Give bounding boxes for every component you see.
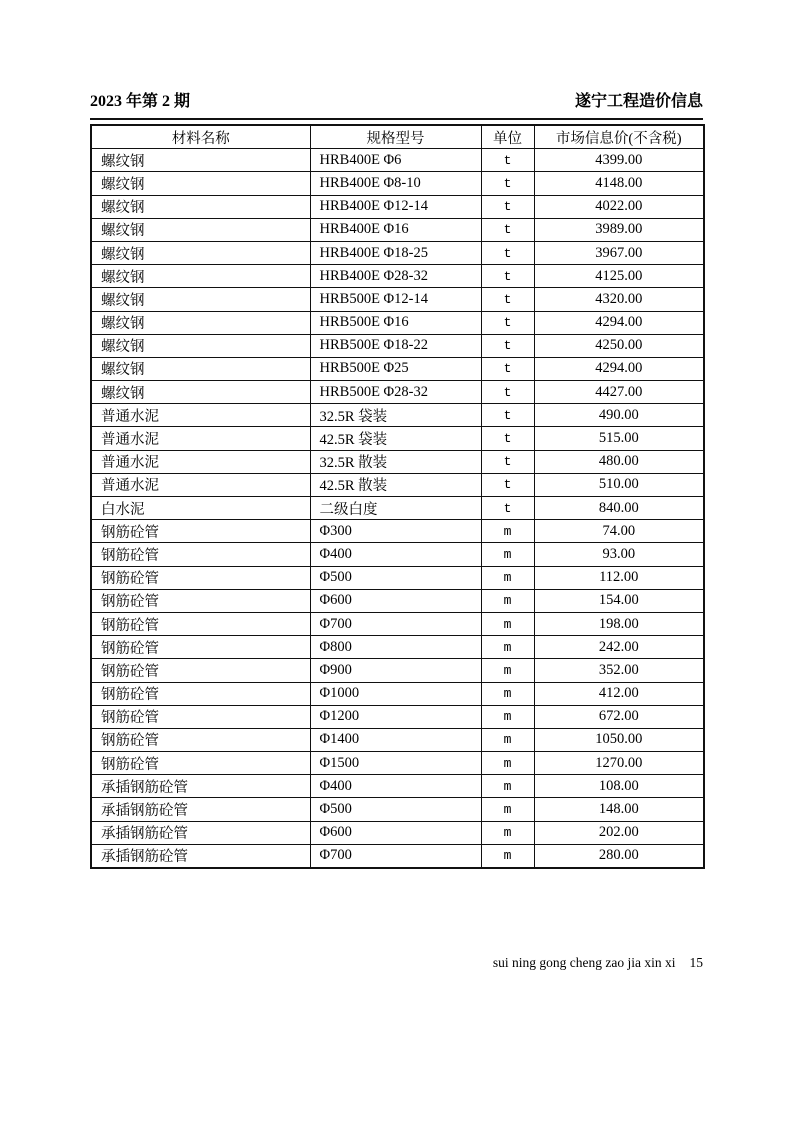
unit-cell: t [481, 218, 534, 241]
spec-cell: Φ400 [310, 775, 481, 798]
price-cell: 112.00 [534, 566, 704, 589]
price-cell: 148.00 [534, 798, 704, 821]
material-cell: 承插钢筋砼管 [91, 775, 310, 798]
price-cell: 198.00 [534, 612, 704, 635]
material-cell: 螺纹钢 [91, 218, 310, 241]
table-row [91, 404, 704, 427]
header-unit: 单位 [481, 125, 534, 149]
price-cell: 280.00 [534, 844, 704, 868]
unit-cell: t [481, 195, 534, 218]
unit-cell: m [481, 798, 534, 821]
unit-cell: m [481, 636, 534, 659]
table-body [91, 149, 704, 868]
price-cell: 93.00 [534, 543, 704, 566]
unit-cell: t [481, 149, 534, 172]
spec-cell: HRB400E Φ28-32 [310, 265, 481, 288]
table-row [91, 844, 704, 868]
table-row [91, 357, 704, 380]
unit-cell: t [481, 497, 534, 520]
issue-label: 2023 年第 2 期 [90, 93, 191, 110]
unit-cell: t [481, 241, 534, 264]
spec-cell: Φ1200 [310, 705, 481, 728]
unit-cell: m [481, 844, 534, 868]
material-cell: 钢筋砼管 [91, 752, 310, 775]
unit-cell: m [481, 543, 534, 566]
spec-cell: HRB500E Φ18-22 [310, 334, 481, 357]
spec-cell: Φ800 [310, 636, 481, 659]
price-cell: 480.00 [534, 450, 704, 473]
material-cell: 螺纹钢 [91, 311, 310, 334]
unit-cell: t [481, 172, 534, 195]
price-cell: 4294.00 [534, 311, 704, 334]
material-cell: 白水泥 [91, 497, 310, 520]
table-header-row [91, 125, 704, 149]
price-cell: 242.00 [534, 636, 704, 659]
unit-cell: m [481, 775, 534, 798]
material-cell: 钢筋砼管 [91, 566, 310, 589]
material-cell: 钢筋砼管 [91, 520, 310, 543]
unit-cell: t [481, 404, 534, 427]
material-cell: 承插钢筋砼管 [91, 821, 310, 844]
spec-cell: Φ500 [310, 566, 481, 589]
header-material: 材料名称 [91, 125, 310, 149]
price-cell: 412.00 [534, 682, 704, 705]
unit-cell: t [481, 288, 534, 311]
price-cell: 108.00 [534, 775, 704, 798]
table-row [91, 427, 704, 450]
material-cell: 钢筋砼管 [91, 543, 310, 566]
unit-cell: t [481, 311, 534, 334]
price-cell: 202.00 [534, 821, 704, 844]
price-cell: 4125.00 [534, 265, 704, 288]
material-cell: 螺纹钢 [91, 241, 310, 264]
spec-cell: Φ700 [310, 612, 481, 635]
spec-cell: 二级白度 [310, 497, 481, 520]
table-row [91, 265, 704, 288]
table-row [91, 241, 704, 264]
unit-cell: m [481, 589, 534, 612]
price-cell: 3989.00 [534, 218, 704, 241]
table-row [91, 450, 704, 473]
price-cell: 352.00 [534, 659, 704, 682]
spec-cell: Φ700 [310, 844, 481, 868]
material-cell: 钢筋砼管 [91, 728, 310, 751]
table-row [91, 195, 704, 218]
table-row [91, 589, 704, 612]
spec-cell: 32.5R 袋装 [310, 404, 481, 427]
spec-cell: Φ1500 [310, 752, 481, 775]
table-row [91, 798, 704, 821]
unit-cell: t [481, 265, 534, 288]
price-cell: 4294.00 [534, 357, 704, 380]
unit-cell: t [481, 381, 534, 404]
material-cell: 螺纹钢 [91, 172, 310, 195]
header-price: 市场信息价(不含税) [534, 125, 704, 149]
material-cell: 承插钢筋砼管 [91, 798, 310, 821]
spec-cell: Φ600 [310, 821, 481, 844]
material-cell: 普通水泥 [91, 404, 310, 427]
price-cell: 154.00 [534, 589, 704, 612]
unit-cell: m [481, 821, 534, 844]
spec-cell: HRB400E Φ18-25 [310, 241, 481, 264]
unit-cell: m [481, 752, 534, 775]
table-row [91, 821, 704, 844]
unit-cell: t [481, 427, 534, 450]
price-cell: 672.00 [534, 705, 704, 728]
price-cell: 4250.00 [534, 334, 704, 357]
material-cell: 螺纹钢 [91, 288, 310, 311]
table-row [91, 218, 704, 241]
price-cell: 1270.00 [534, 752, 704, 775]
price-cell: 74.00 [534, 520, 704, 543]
spec-cell: HRB400E Φ6 [310, 149, 481, 172]
unit-cell: m [481, 612, 534, 635]
price-cell: 510.00 [534, 473, 704, 496]
table-row [91, 543, 704, 566]
table-row [91, 473, 704, 496]
unit-cell: t [481, 357, 534, 380]
table-row [91, 775, 704, 798]
unit-cell: m [481, 705, 534, 728]
material-cell: 螺纹钢 [91, 357, 310, 380]
table-row [91, 149, 704, 172]
spec-cell: 42.5R 散装 [310, 473, 481, 496]
material-cell: 普通水泥 [91, 427, 310, 450]
spec-cell: Φ1400 [310, 728, 481, 751]
table-row [91, 636, 704, 659]
spec-cell: HRB500E Φ25 [310, 357, 481, 380]
header-spec: 规格型号 [310, 125, 481, 149]
table-row [91, 659, 704, 682]
spec-cell: HRB400E Φ8-10 [310, 172, 481, 195]
material-cell: 钢筋砼管 [91, 589, 310, 612]
price-cell: 4427.00 [534, 381, 704, 404]
unit-cell: m [481, 566, 534, 589]
material-cell: 普通水泥 [91, 473, 310, 496]
spec-cell: HRB500E Φ12-14 [310, 288, 481, 311]
material-cell: 钢筋砼管 [91, 705, 310, 728]
material-cell: 钢筋砼管 [91, 612, 310, 635]
spec-cell: Φ500 [310, 798, 481, 821]
table-row [91, 497, 704, 520]
unit-cell: t [481, 473, 534, 496]
spec-cell: HRB400E Φ12-14 [310, 195, 481, 218]
table-row [91, 728, 704, 751]
page-footer [493, 955, 703, 971]
material-cell: 承插钢筋砼管 [91, 844, 310, 868]
spec-cell: Φ600 [310, 589, 481, 612]
table-row [91, 172, 704, 195]
unit-cell: t [481, 334, 534, 357]
material-cell: 螺纹钢 [91, 195, 310, 218]
material-cell: 螺纹钢 [91, 149, 310, 172]
price-cell: 3967.00 [534, 241, 704, 264]
spec-cell: 42.5R 袋装 [310, 427, 481, 450]
footer-romanized-title: sui ning gong cheng zao jia xin xi [492, 955, 676, 970]
price-cell: 840.00 [534, 497, 704, 520]
material-cell: 螺纹钢 [91, 334, 310, 357]
table-row [91, 381, 704, 404]
material-cell: 钢筋砼管 [91, 682, 310, 705]
table-row [91, 334, 704, 357]
table-row [91, 612, 704, 635]
material-cell: 螺纹钢 [91, 265, 310, 288]
footer-page-number: 15 [689, 955, 703, 970]
unit-cell: m [481, 659, 534, 682]
price-cell: 4320.00 [534, 288, 704, 311]
material-cell: 钢筋砼管 [91, 636, 310, 659]
material-cell: 钢筋砼管 [91, 659, 310, 682]
table-row [91, 311, 704, 334]
price-cell: 4399.00 [534, 149, 704, 172]
table-row [91, 752, 704, 775]
table-row [91, 682, 704, 705]
spec-cell: HRB500E Φ16 [310, 311, 481, 334]
spec-cell: Φ300 [310, 520, 481, 543]
price-cell: 515.00 [534, 427, 704, 450]
price-cell: 490.00 [534, 404, 704, 427]
unit-cell: m [481, 728, 534, 751]
price-cell: 4022.00 [534, 195, 704, 218]
price-table [90, 124, 705, 869]
spec-cell: Φ900 [310, 659, 481, 682]
unit-cell: t [481, 450, 534, 473]
spec-cell: HRB400E Φ16 [310, 218, 481, 241]
unit-cell: m [481, 520, 534, 543]
table-row [91, 520, 704, 543]
page-header [90, 88, 703, 120]
unit-cell: m [481, 682, 534, 705]
spec-cell: 32.5R 散装 [310, 450, 481, 473]
material-cell: 螺纹钢 [91, 381, 310, 404]
table-row [91, 705, 704, 728]
table-row [91, 566, 704, 589]
spec-cell: Φ400 [310, 543, 481, 566]
table-row [91, 288, 704, 311]
publication-title: 遂宁工程造价信息 [574, 93, 703, 110]
material-cell: 普通水泥 [91, 450, 310, 473]
spec-cell: Φ1000 [310, 682, 481, 705]
price-cell: 1050.00 [534, 728, 704, 751]
spec-cell: HRB500E Φ28-32 [310, 381, 481, 404]
price-cell: 4148.00 [534, 172, 704, 195]
